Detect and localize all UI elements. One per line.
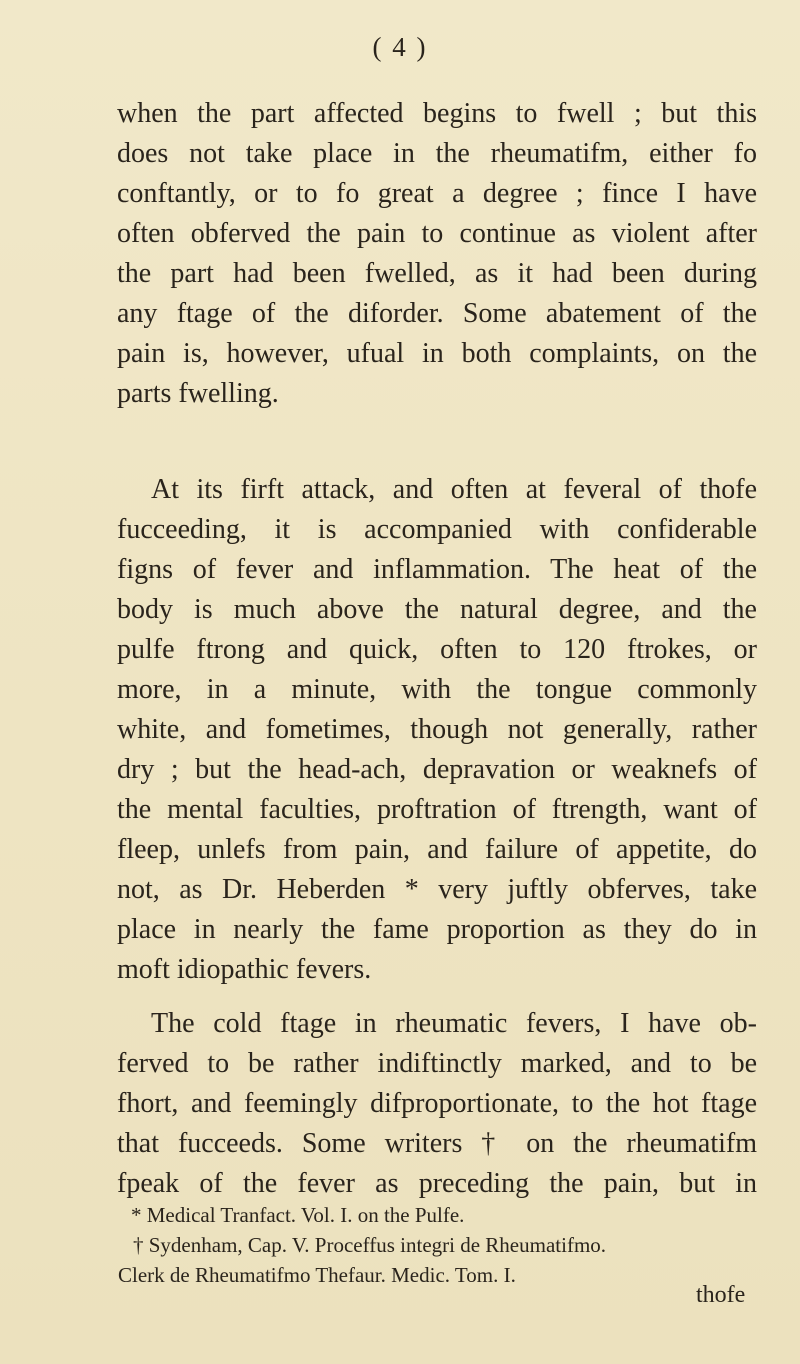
text-line: ferved to be rather indiftinctly marked, and to be (117, 1048, 757, 1079)
text-line: any ftage of the diforder. Some abatement of the (117, 298, 757, 329)
catchword: thofe (696, 1282, 746, 1308)
text-line: that fucceeds. Some writers † on the rheumatifm (117, 1128, 757, 1159)
text-line: fleep, unlefs from pain, and failure of appetite, do (117, 834, 757, 865)
paragraph-2 (117, 470, 757, 990)
footnote-2-continuation: Clerk de Rheumatifmo Thefaur. Medic. Tom. I. (118, 1263, 516, 1287)
text-line: fpeak of the fever as preceding the pain, but in (117, 1168, 757, 1199)
text-line: parts fwelling. (117, 378, 279, 409)
text-line: not, as Dr. Heberden * very juftly obferves, take (117, 874, 757, 905)
text-line: The cold ftage in rheumatic fevers, I have ob- (151, 1008, 757, 1039)
text-line: fhort, and feemingly difproportionate, to the hot ftage (117, 1088, 757, 1119)
text-line: more, in a minute, with the tongue commonly (117, 674, 757, 705)
text-line: does not take place in the rheumatifm, either fo (117, 138, 757, 169)
text-line: place in nearly the fame proportion as they do in (117, 914, 757, 945)
text-line: pain is, however, ufual in both complaints, on the (117, 338, 757, 369)
footnote-1: * Medical Tranfact. Vol. I. on the Pulfe. (131, 1203, 465, 1227)
text-line: At its firft attack, and often at feveral of thofe (151, 474, 757, 505)
text-line: figns of fever and inflammation. The heat of the (117, 554, 757, 585)
paragraph-3 (117, 1004, 757, 1204)
text-line: conftantly, or to fo great a degree ; fince I have (117, 178, 757, 209)
text-line: fucceeding, it is accompanied with confiderable (117, 514, 757, 545)
text-line: the mental faculties, proftration of ftrength, want of (117, 794, 757, 825)
text-line: moft idiopathic fevers. (117, 954, 372, 985)
text-line: pulfe ftrong and quick, often to 120 ftrokes, or (117, 634, 757, 665)
paragraph-1 (117, 94, 757, 414)
text-line: often obferved the pain to continue as violent after (117, 218, 757, 249)
text-line: when the part affected begins to fwell ; but this (117, 98, 757, 129)
text-line: white, and fometimes, though not generally, rather (117, 714, 757, 745)
text-line: body is much above the natural degree, and the (117, 594, 757, 625)
footnotes (118, 1200, 758, 1290)
footnote-2: † Sydenham, Cap. V. Proceffus integri de Rheumatifmo. (133, 1233, 607, 1257)
text-line: the part had been fwelled, as it had been during (117, 258, 757, 289)
page-number-header: ( 4 ) (372, 32, 428, 62)
text-line: dry ; but the head-ach, depravation or weaknefs of (117, 754, 757, 785)
